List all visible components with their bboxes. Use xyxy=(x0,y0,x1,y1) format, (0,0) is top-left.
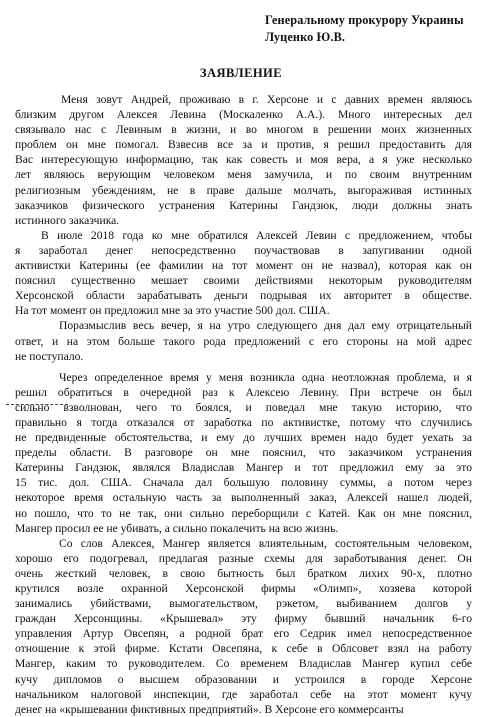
text-line: не поступало. xyxy=(15,349,84,363)
text-line: Херсонской области зарабатывать деньги подрывая их авторитет в обществе. xyxy=(15,289,472,303)
text-line: связывало нас с Левиным в жизни, и во многом в решении моих жизненных xyxy=(15,123,472,137)
text-line: начальником налоговой инспекции, где заработал себе на этот момент кучу xyxy=(15,687,472,701)
text-line: Через определенное время у меня возникла одна неотложная проблема, и я xyxy=(59,370,472,384)
text-line: Поразмыслив весь вечер, я на утро следующего дня дал ему отрицательный xyxy=(59,319,472,333)
text-line: активистки Катерины (ее фамилии на тот момент он не назвал), которая как он xyxy=(15,259,472,273)
text-line: граждан Херсонщины. «Крышевал» эту фирму бывший начальник 6-го xyxy=(15,612,472,626)
text-line: На тот момент он предложил мне за это участие 500 дол. США. xyxy=(15,304,330,318)
text-line: но пошло, что то не так, они сильно переборщили с Катей. Как он мне пояснил, xyxy=(15,506,472,520)
text-line: религиозным убеждениям, не в праве дальше молчать, выгораживая истинных xyxy=(15,183,472,197)
margin-pencil-mark xyxy=(6,404,68,405)
text-line: хорошо его подогревал, предлагая разные схемы для заработывания денег. Он xyxy=(15,551,472,565)
paragraph xyxy=(15,92,472,228)
text-line: некоторое время остальную часть за выполненный заказ, Алексей нашел людей, xyxy=(15,491,472,505)
text-line: лет являюсь верующим человеком меня замучила, и по своим внутренним xyxy=(15,168,472,182)
paragraph xyxy=(15,536,472,717)
paragraph xyxy=(15,318,472,363)
text-line: решил обратиться в очередной раз к Алексею Левину. При встрече он был xyxy=(15,385,472,399)
text-line: не предвиденные обстоятельства, и ему до лучших времен надо будет уехать за xyxy=(15,431,472,445)
text-line: проблем он мне помогал. Взвесив все за и против, я решил предоставить для xyxy=(15,138,472,152)
paragraph xyxy=(15,370,472,536)
text-line: заказчиков физического устранения Катерины Гандзюк, люди должны знать xyxy=(15,198,472,212)
text-line: пояснил существенно мешает своими действиями некоторым руководителям xyxy=(15,274,472,288)
text-line: очень жесткий человек, в свою бытность был братком лихих 90-х, плотно xyxy=(15,566,472,580)
text-line: Меня зовут Андрей, проживаю в г. Херсоне и с давних времен являюсь xyxy=(61,93,472,106)
text-line: я заработал денег непосредственно поучаствовав в запугивании одной xyxy=(15,243,472,257)
text-line: занимались убийствами, вымогательством, рэкетом, выбиванием долгов у xyxy=(15,597,472,611)
addressee-block xyxy=(265,12,480,46)
text-line: кучу дипломов о высшем образовании и устроился в городе Херсоне xyxy=(15,672,472,686)
text-line: пределы области. В разговоре он мне пояснил, что заказчиком устранения xyxy=(15,446,472,460)
text-line: сильно взволнован, чего то боялся, и поведал мне такую историю, что xyxy=(15,400,472,414)
text-line: истинного заказчика. xyxy=(15,213,120,227)
text-line: близким другом Алексея Левина (Москаленко А.А.). Много интересных дел xyxy=(15,108,472,122)
text-line: В июле 2018 года ко мне обратился Алексей Левин с предложением, чтобы xyxy=(41,228,472,242)
text-line: Катерины Гандзюк, являлся Владислав Мангер и тот предложил ему за это xyxy=(15,461,472,475)
text-line: крутился возле охранной Херсонской фирмы «Олимп», хозяева которой xyxy=(15,582,472,595)
text-line: денег на «крышевании фиктивных предприятий». В Херсоне его коммерсанты xyxy=(15,702,404,716)
text-line: Со слов Алексея, Мангер является влиятельным, состоятельным человеком, xyxy=(59,536,472,550)
paragraph xyxy=(15,228,472,319)
addressee-line-1: Генеральному прокурору Украины xyxy=(265,13,464,27)
text-line: Мангер, каким то руководителем. Со временем Владислав Мангер купил себе xyxy=(15,657,472,671)
text-line: Мангер просил ее не убивать, а сильно покалечить на всю жизнь. xyxy=(15,521,339,535)
text-line: Вас интересующую информацию, так как совесть и моя вера, а я уже несколько xyxy=(15,153,472,167)
document-body xyxy=(15,92,472,717)
text-line: правильно я тогда отказался от заработка по активистке, потому что случились xyxy=(15,415,472,429)
text-line: 15 тис. дол. США. Сначала дал большую половину суммы, а потом через xyxy=(15,476,472,490)
document-title: ЗАЯВЛЕНИЕ xyxy=(199,66,283,80)
text-line: отношение к этой фирме. Кстати Овсепяна, к себе в Облсовет взял на работу xyxy=(15,642,472,656)
addressee-line-2: Луценко Ю.В. xyxy=(265,30,346,44)
text-line: ответ, и на этом больше такого рода предложений с его стороны на мой адрес xyxy=(15,334,472,348)
text-line: управления Артур Овсепян, а родной брат его Седрик имел непосредственное xyxy=(15,627,472,641)
